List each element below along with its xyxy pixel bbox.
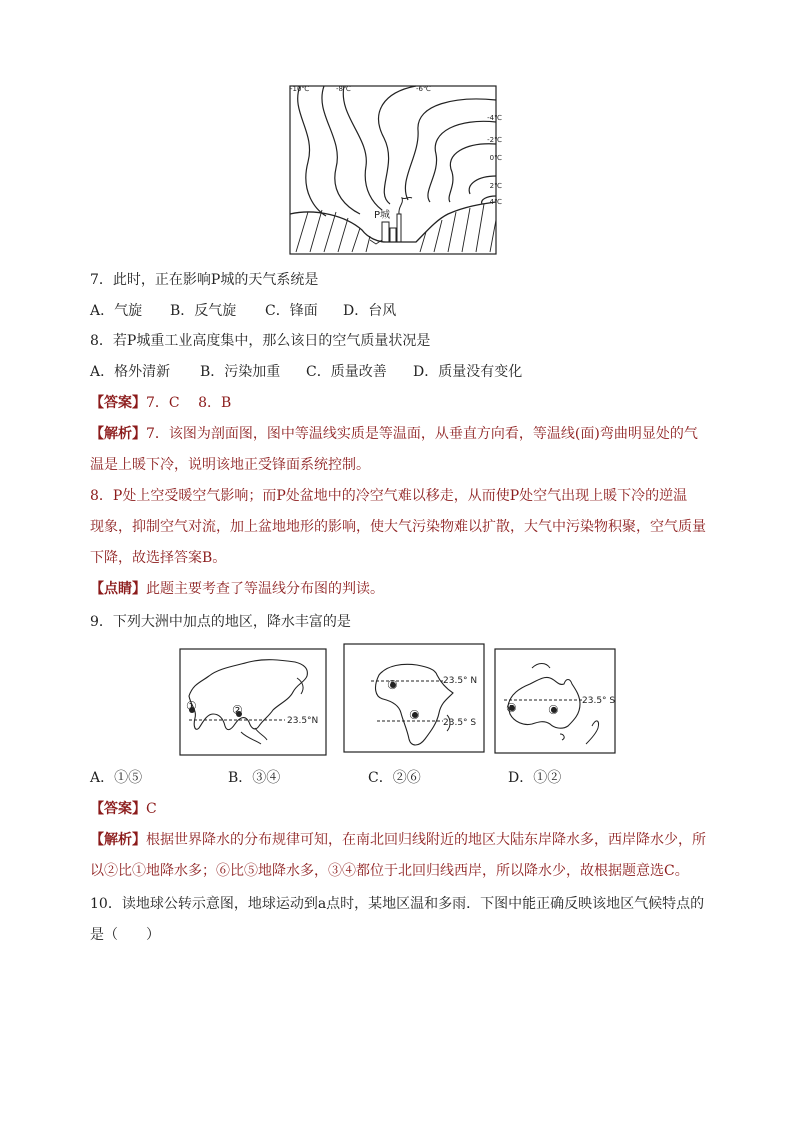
map-marker-6: ⑥: [548, 703, 559, 717]
q7-option-b: B．反气旋: [170, 303, 237, 319]
isotherm-cross-section-figure: [286, 82, 504, 258]
analysis-line-1: 【解析】7．该图为剖面图，图中等温线实质是等温面，从垂直方向看，等温线(面)弯曲明显处的气: [90, 426, 698, 442]
answer-text: 7．C 8．B: [146, 395, 232, 411]
answer-block-2: [90, 799, 730, 819]
analysis-tag-2: 【解析】: [90, 832, 146, 848]
q8-option-d: D．质量没有变化: [413, 364, 523, 380]
temp-label-top-1: -10℃: [290, 85, 310, 93]
map-marker-2: ②: [232, 703, 243, 717]
answer-tag: 【答案】: [90, 395, 146, 411]
analysis-line-2: 温是上暖下冷，说明该地正受锋面系统控制。: [90, 457, 370, 473]
answer-tag-2: 【答案】: [90, 801, 146, 817]
africa-lat-label-n: 23.5° N: [443, 676, 478, 686]
q9-stem: 9．下列大洲中加点的地区，降水丰富的是: [90, 614, 351, 630]
analysis-line-4: 现象，抑制空气对流，加上盆地地形的影响，使大气污染物难以扩散，大气中污染物积聚，空气质量: [90, 519, 706, 535]
temp-label-right-3: 0℃: [489, 154, 502, 162]
australia-map-figure: [494, 648, 616, 754]
map-marker-3: ③: [387, 678, 398, 692]
africa-lat-label-s: 23.5° S: [443, 718, 477, 728]
analysis-tag: 【解析】: [90, 426, 146, 442]
q8-option-b: B．污染加重: [200, 364, 281, 380]
q7-stem: 7．此时，正在影响P城的天气系统是: [90, 272, 319, 288]
temp-label-right-4: 2℃: [489, 182, 502, 190]
q8-option-a: A．格外清新: [90, 364, 171, 380]
aus-lat-label: 23.5° S: [582, 696, 616, 706]
q7-option-c: C．锋面: [265, 303, 318, 319]
q9-option-b: B．③④: [228, 770, 281, 786]
answer-text-2: C: [146, 801, 157, 817]
asia-lat-label: 23.5°N: [287, 716, 319, 726]
q10-stem-line-2: 是（ ）: [90, 927, 160, 943]
q9-option-c: C．②⑥: [368, 770, 421, 786]
temp-label-top-2: -8℃: [336, 85, 351, 93]
asia-map-figure: [179, 648, 327, 756]
q10-stem-line-1: 10．读地球公转示意图，地球运动到a点时，某地区温和多雨．下图中能正确反映该地区气候特点的: [90, 896, 705, 912]
tip-text: 此题主要考查了等温线分布图的判读。: [146, 581, 384, 597]
map-marker-1: ①: [186, 699, 197, 713]
africa-map-figure: [343, 643, 485, 753]
q7-option-a: A．气旋: [90, 303, 143, 319]
tip-tag: 【点睛】: [90, 581, 146, 597]
q9-option-d: D．①②: [508, 770, 562, 786]
temp-label-right-5: 4℃: [489, 198, 502, 206]
analysis-line-3: 8．P处上空受暖空气影响；而P处盆地中的冷空气难以移走，从而使P处空气出现上暖下冷的逆温: [90, 488, 688, 504]
answer-block-1: [90, 393, 730, 413]
map-marker-4: ④: [409, 708, 420, 722]
q8-stem: 8．若P城重工业高度集中，那么该日的空气质量状况是: [90, 333, 431, 349]
temp-label-right-2: -2℃: [487, 136, 502, 144]
analysis-line-5: 下降，故选择答案B。: [90, 550, 227, 566]
analysis2-line-2: 以②比①地降水多；⑥比⑤地降水多，③④都位于北回归线西岸，所以降水少，故根据题意选C。: [90, 863, 689, 879]
analysis2-line-1: 【解析】根据世界降水的分布规律可知，在南北回归线附近的地区大陆东岸降水多，西岸降水少，所: [90, 832, 706, 848]
tip-block: [90, 579, 730, 599]
city-label: P城: [374, 210, 391, 221]
temp-label-right-1: -4℃: [487, 114, 502, 122]
temp-label-top-3: -6℃: [416, 85, 431, 93]
q9-option-a: A．①⑤: [90, 770, 143, 786]
q8-option-c: C．质量改善: [306, 364, 387, 380]
map-marker-5: ⑤: [506, 701, 517, 715]
q7-option-d: D．台风: [343, 303, 397, 319]
